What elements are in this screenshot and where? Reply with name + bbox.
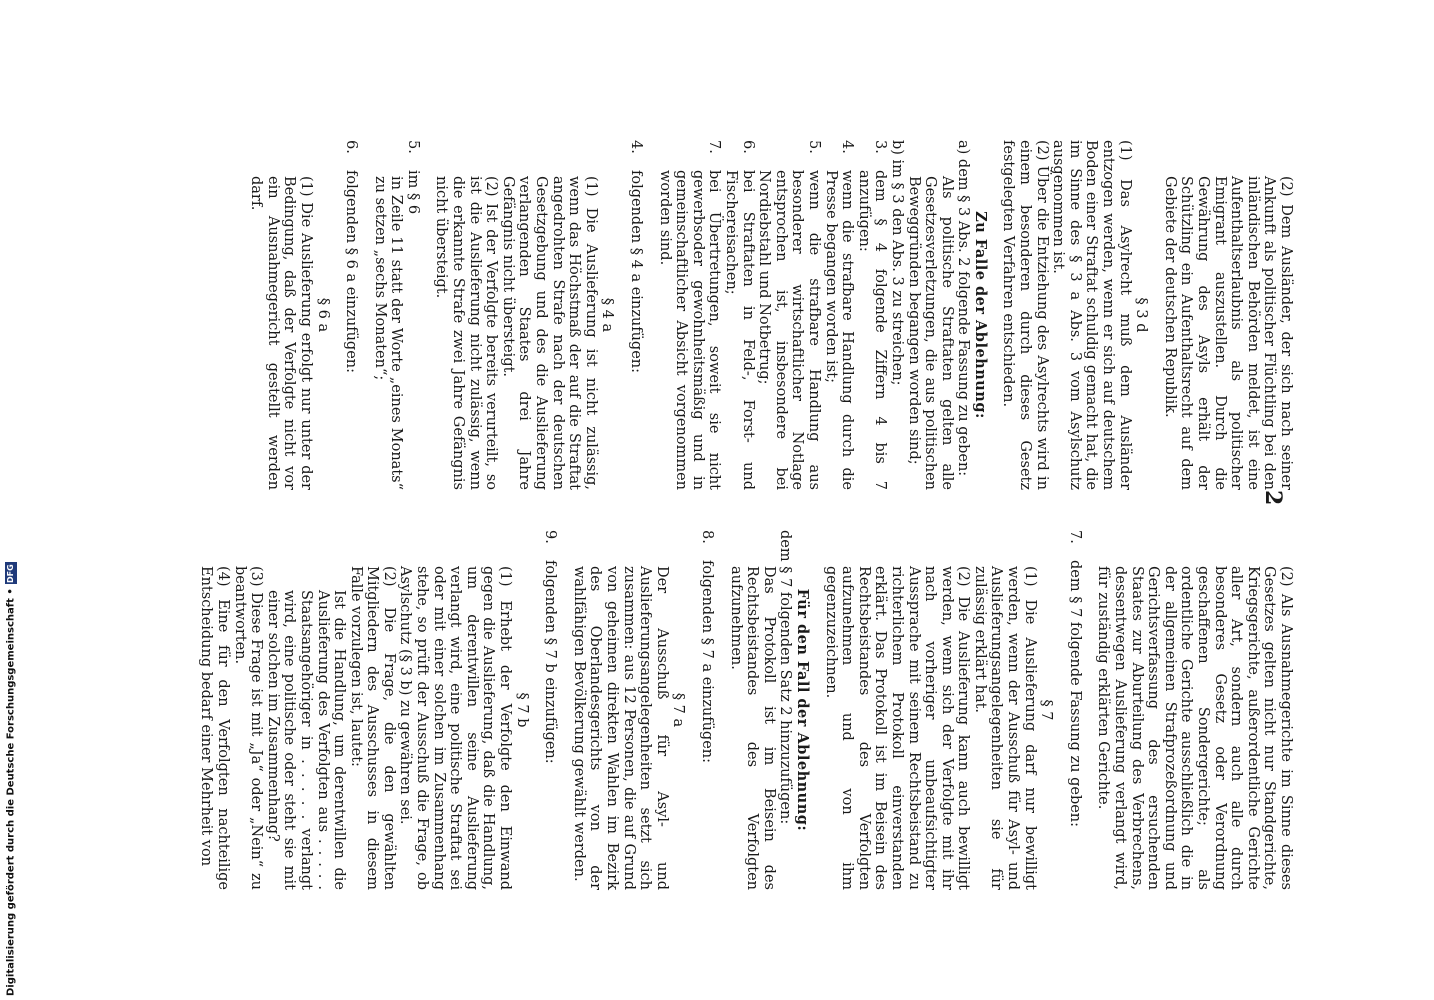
list-item — [627, 140, 644, 490]
paragraph: (2) Als Ausnahmegerichte im Sinne dieses Gesetzes gelten nicht nur Standgerichte, Kriegsgerichte, außerordentliche Gerichte aller Art, sondern auch alle durch besonderes Gesetz oder Verordnung geschaffenen Sondergerichte; als ordentliche Gerichte ausschließlich die in der allgemeinen Strafprozeßordnung und Gerichtsverfassung des ersuchenden Staates zur Aburteilung des Verbrechens, dessentwegen Auslieferung verlangt wird, für zuständig erklärten Gerichte. — [1095, 566, 1294, 890]
item-number: 7. — [706, 140, 723, 154]
item-text: folgenden § 7 a einzufügen: — [699, 560, 715, 764]
digitization-credit — [4, 6, 18, 996]
item-text: folgenden § 7 b einzufügen: — [542, 560, 559, 764]
paragraph: Als politische Straftaten gelten alle Gesetzesverletzungen, die aus politischen Beweggründen begangen worden sind; — [905, 176, 955, 490]
list-item — [656, 140, 722, 490]
item-text: dem § 7 folgende Fassung zu geben: — [1066, 560, 1083, 828]
item-number: 4. — [839, 140, 856, 154]
page-number: 2 — [1260, 490, 1286, 506]
item-number: 6. — [739, 140, 756, 154]
list-item — [822, 140, 855, 490]
paragraph: Ist die Handlung, um derentwillen die Auslieferung des Verfolgten aus . . . . . Staatsangehöriger in . . . . . verlangt wird, eine politische oder steht sie mit einer solchen im Zusammenhang? — [264, 590, 348, 890]
item-text: folgenden § 6 a einzufügen: — [343, 170, 360, 374]
right-column — [198, 530, 1294, 890]
list-item — [756, 140, 822, 490]
paragraph: Der Ausschuß für Asyl- und Auslieferungsangelegenheiten setzt sich zusammen: aus 12 Personen, die auf Grund von geheimen direkten Wahlen im Bezirk des Oberlandesgerichts von der wahlfähigen Bevölkerung gewählt werden. — [570, 566, 670, 890]
paragraph: dem § 7 folgenden Satz 2 hinzuzufügen: — [777, 530, 794, 825]
item-number: 4. — [628, 140, 645, 154]
item-text: wenn die strafbare Handlung durch die Presse begangen worden ist; — [822, 170, 856, 490]
item-text: im § 6 — [404, 170, 421, 215]
list-item — [404, 140, 421, 490]
section-heading: § 4 a — [599, 297, 616, 333]
item-number: 3. — [872, 140, 889, 154]
paragraph: (1) Die Auslieferung ist nicht zulässig, wenn das Höchstmaß der auf die Straftat angedrohten Strafe nach der deutschen Gesetzgebung und des die Auslieferung verlangenden Staates drei Jahre Gefängnis nicht übersteigt. — [499, 176, 599, 490]
paragraph: Das Protokoll ist im Beisein des Rechtsbeistandes des Verfolgten aufzunehmen. — [727, 566, 777, 890]
paragraph: (1) Die Auslieferung darf nur bewilligt werden, wenn der Ausschuß für Asyl- und Auslieferungsangelegenheiten sie für zulässig erklärt hat. — [971, 566, 1038, 890]
paragraph: (2) Dem Ausländer, der sich nach seiner Ankunft als politischer Flüchtling bei den inländischen Behörden meldet, ist eine Aufenthaltserlaubnis als politischer Emigrant auszustellen. Durch die Gewährung des Asyls erhält der Schützling ein Aufenthaltsrecht auf dem Gebiete der deutschen Republik. — [1161, 176, 1294, 490]
item-number: 9. — [542, 530, 559, 544]
item-text: bei Übertretungen, soweit sie nicht gewerbsoder gewohnheitsmäßig und in gemeinschaftlicher Absicht vorgenommen worden sind. — [656, 170, 723, 490]
item-number: 7. — [1066, 530, 1083, 544]
item-text: folgenden § 4 a einzufügen: — [628, 170, 645, 374]
dfg-logo-icon: DFG — [6, 563, 15, 583]
paragraph: (2) Die Auslieferung kann auch bewilligt werden, wenn sich der Verfolgte mit ihr nach vorheriger unbeaufsichtigter Aussprache mit seinem Rechtsbeistand zu richterlichem Protokoll einverstanden erklärt. Das Protokoll ist im Beisein des Rechtsbeistandes des Verfolgten aufzunehmen und von ihm gegenzuzeichnen. — [822, 566, 972, 890]
paragraph: (1) Das Asylrecht muß dem Ausländer entzogen werden, wenn er sich auf deutschem Boden einer Straftat schuldig gemacht hat, die im Sinne des § 3 a Abs. 3 vom Asylschutz ausgenommen ist. — [1050, 140, 1133, 490]
left-column — [248, 140, 1294, 490]
item-text: wenn die strafbare Handlung aus besonderer wirtschaftlicher Notlage entsprochen ist, insbesondere bei Nordiebstahl und Notbetrug; — [756, 170, 822, 490]
paragraph: (1) Erhebt der Verfolgte den Einwand gegen die Auslieferung, daß die Handlung, um derentwillen seine Auslieferung verlangt wird, eine politische Straftat sei oder mit einer solchen im Zusammenhang stehe, so prüft der Ausschuß die Frage, ob Asylschutz (§ 3 b) zu gewähren sei. — [397, 566, 514, 890]
item-number: 5. — [404, 140, 421, 154]
section-heading: § 3 d — [1133, 297, 1150, 333]
paragraph: (1) Die Auslieferung erfolgt nur unter der Bedingung, daß der Verfolgte nicht vor ein Ausnahmegericht gestellt werden darf. — [248, 176, 314, 490]
section-heading: § 7 a — [670, 692, 687, 728]
list-item — [343, 140, 360, 490]
section-heading: § 6 a — [314, 297, 331, 333]
paragraph: in Zeile 11 statt der Worte „eines Monats“ zu setzen „sechs Monaten“; — [371, 176, 405, 490]
item-number: 5. — [805, 140, 822, 154]
section-heading: § 7 b — [513, 692, 530, 728]
list-item — [698, 530, 715, 890]
paragraph: a) dem § 3 Abs. 2 folgende Fassung zu geben: — [955, 140, 972, 477]
paragraph: (2) Ist der Verfolgte bereits verurteilt, so ist die Auslieferung nicht zulässig, wenn die erkannte Strafe zwei Jahre Gefängnis nicht übersteigt. — [433, 176, 500, 490]
rejection-heading: Zu Falle der Ablehnung: — [971, 211, 989, 419]
list-item — [855, 140, 888, 490]
item-text: dem § 4 folgende Ziffern 4 bis 7 anzufügen: — [855, 170, 889, 490]
list-item — [1066, 530, 1083, 890]
paragraph: (2) Die Frage, die den gewählten Mitgliedern des Ausschusses in diesem Falle vorzulegen ist, lautet: — [347, 566, 397, 890]
list-item — [542, 530, 559, 890]
paragraph: b) im § 3 den Abs. 3 zu streichen; — [888, 140, 905, 386]
item-number: 6. — [343, 140, 360, 154]
paragraph: (2) Über die Entziehung des Asylrechts wird in einem besonderen durch dieses Gesetz festgelegten Verfahren entschieden. — [1000, 140, 1050, 490]
item-text: bei Straftaten in Feld-, Forst- und Fischereisachen; — [723, 170, 756, 490]
rejection-heading: Für den Fall der Ablehnung: — [793, 588, 811, 832]
list-item — [722, 140, 755, 490]
item-number: 8. — [699, 530, 715, 544]
section-heading: § 7 — [1038, 699, 1055, 721]
paragraph: (4) Eine für den Verfolgten nachteilige Entscheidung bedarf einer Mehrheit von — [198, 566, 231, 890]
paragraph: (3) Diese Frage ist mit „Ja“ oder „Nein“ zu beantworten. — [231, 566, 265, 890]
credit-text: Digitalisierung gefördert durch die Deutsche Forschungsgemeinschaft • — [5, 588, 17, 996]
